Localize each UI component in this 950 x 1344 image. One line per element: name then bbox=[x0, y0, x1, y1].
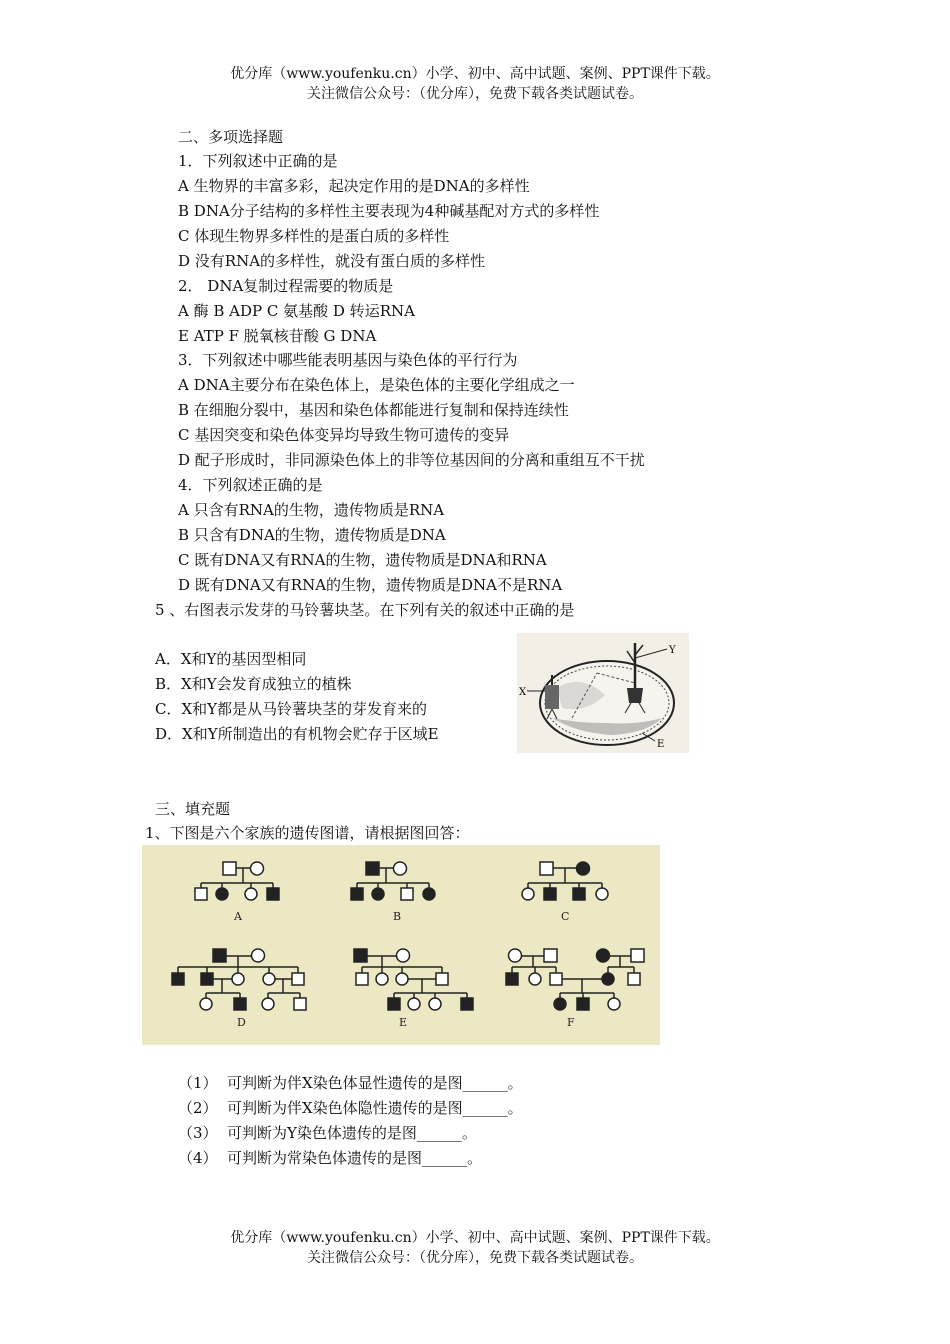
q1-option-d: D 没有RNA的多样性，就没有蛋白质的多样性 bbox=[178, 252, 486, 270]
q5-option-c: C．X和Y都是从马铃薯块茎的芽发育来的 bbox=[155, 700, 428, 718]
pedigree-label-c: C bbox=[561, 910, 570, 923]
q1-option-b: B DNA分子结构的多样性主要表现为4种碱基配对方式的多样性 bbox=[178, 202, 600, 220]
q4-stem: 4．下列叙述正确的是 bbox=[178, 476, 323, 494]
q5-option-d: D．X和Y所制造出的有机物会贮存于区域E bbox=[155, 725, 439, 743]
q4-option-c: C 既有DNA又有RNA的生物，遗传物质是DNA和RNA bbox=[178, 551, 547, 569]
pedigree-e bbox=[354, 949, 473, 1010]
q3-option-a: A DNA主要分布在染色体上，是染色体的主要化学组成之一 bbox=[178, 376, 575, 394]
pedigree-figure bbox=[142, 845, 660, 1045]
q1-option-a: A 生物界的丰富多彩，起决定作用的是DNA的多样性 bbox=[178, 177, 530, 195]
q4-option-b: B 只含有DNA的生物，遗传物质是DNA bbox=[178, 526, 446, 544]
q4-option-a: A 只含有RNA的生物，遗传物质是RNA bbox=[178, 501, 445, 519]
pedigree-label-d: D bbox=[237, 1016, 246, 1029]
pedigree-d bbox=[172, 949, 306, 1010]
q2-options-row2: E ATP F 脱氧核苷酸 G DNA bbox=[178, 327, 377, 345]
q3-option-b: B 在细胞分裂中，基因和染色体都能进行复制和保持连续性 bbox=[178, 401, 569, 419]
fill-item-2-text: 可判断为伴X染色体隐性遗传的是图______。 bbox=[227, 1099, 523, 1117]
fill-item-4-num: （4） bbox=[178, 1149, 218, 1167]
q2-stem: 2． DNA复制过程需要的物质是 bbox=[178, 277, 394, 295]
label-y: Y bbox=[669, 645, 676, 656]
section2-title: 二、多项选择题 bbox=[178, 128, 284, 146]
potato-tuber-drawing bbox=[517, 633, 689, 753]
pedigree-label-f: F bbox=[567, 1016, 575, 1029]
fill-item-4-text: 可判断为常染色体遗传的是图______。 bbox=[227, 1149, 483, 1167]
q3-option-d: D 配子形成时，非同源染色体上的非等位基因间的分离和重组互不干扰 bbox=[178, 451, 645, 469]
section3-title: 三、填充题 bbox=[155, 800, 231, 818]
pedigree-label-e: E bbox=[399, 1016, 408, 1029]
q3-stem: 3．下列叙述中哪些能表明基因与染色体的平行行为 bbox=[178, 351, 518, 369]
fill-item-2-num: （2） bbox=[178, 1099, 218, 1117]
fill-item-3-num: （3） bbox=[178, 1124, 218, 1142]
q5-option-b: B．X和Y会发育成独立的植株 bbox=[155, 675, 352, 693]
fill-item-3-text: 可判断为Y染色体遗传的是图______。 bbox=[227, 1124, 477, 1142]
label-e: E bbox=[657, 739, 665, 750]
pedigree-f bbox=[506, 949, 644, 1010]
pedigree-c bbox=[522, 862, 608, 900]
pedigree-drawing bbox=[142, 845, 660, 1045]
header-line-2: 关注微信公众号：（优分库），免费下载各类试题试卷。 bbox=[307, 86, 643, 102]
pedigree-b bbox=[351, 862, 435, 900]
footer-line-1: 优分库（www.youfenku.cn）小学、初中、高中试题、案例、PPT课件下载。 bbox=[230, 1230, 720, 1246]
q3-option-c: C 基因突变和染色体变异均导致生物可遗传的变异 bbox=[178, 426, 510, 444]
fill-item-1-text: 可判断为伴X染色体显性遗传的是图______。 bbox=[227, 1074, 523, 1092]
s3-q1-stem: 1、下图是六个家族的遗传图谱，请根据图回答： bbox=[145, 824, 470, 842]
q1-stem: 1．下列叙述中正确的是 bbox=[178, 152, 338, 170]
q5-option-a: A．X和Y的基因型相同 bbox=[155, 650, 307, 668]
potato-tuber-figure bbox=[517, 633, 689, 753]
q4-option-d: D 既有DNA又有RNA的生物，遗传物质是DNA不是RNA bbox=[178, 576, 563, 594]
q2-options-row1: A 酶 B ADP C 氨基酸 D 转运RNA bbox=[178, 302, 415, 320]
label-x: X bbox=[519, 687, 527, 698]
q1-option-c: C 体现生物界多样性的是蛋白质的多样性 bbox=[178, 227, 450, 245]
pedigree-label-b: B bbox=[393, 910, 402, 923]
fill-item-1-num: （1） bbox=[178, 1074, 218, 1092]
header-line-1: 优分库（www.youfenku.cn）小学、初中、高中试题、案例、PPT课件下载。 bbox=[230, 66, 720, 82]
q5-stem: 5 、右图表示发芽的马铃薯块茎。在下列有关的叙述中正确的是 bbox=[155, 601, 575, 619]
pedigree-a bbox=[195, 862, 279, 900]
footer-line-2: 关注微信公众号：（优分库），免费下载各类试题试卷。 bbox=[307, 1250, 643, 1266]
pedigree-label-a: A bbox=[234, 910, 242, 923]
